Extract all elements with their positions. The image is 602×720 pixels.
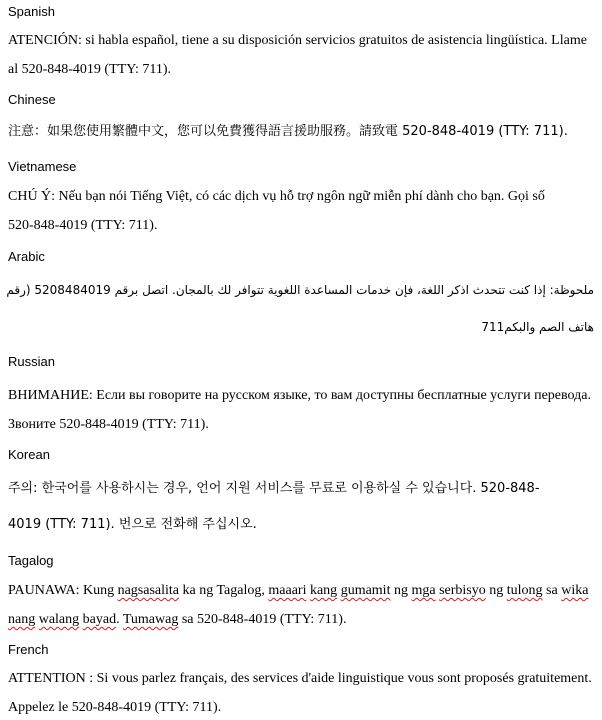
spanish-heading: Spanish xyxy=(8,4,55,19)
spellcheck-word: nagsasalita xyxy=(117,583,180,598)
arabic-notice-line-2: هاتف الصم والبكم711 xyxy=(481,320,594,334)
spellcheck-word: wika xyxy=(561,583,589,598)
spellcheck-word: gumamit xyxy=(340,583,391,598)
arabic-notice-line-1: ملحوظة: إذا كنت تتحدث اذكر اللغة، فإن خدمات المساعدة اللغوية تتوافر لك بالمجان. اتصل برقم 5208484019 (رقم xyxy=(6,283,594,297)
tagalog-text: ng xyxy=(390,583,412,598)
tagalog-text: sa 520-848-4019 (TTY: 711). xyxy=(178,612,347,627)
tagalog-text: ka ng Tagalog, xyxy=(179,583,269,598)
chinese-notice-line-1: 注意：如果您使用繁體中文，您可以免費獲得語言援助服務。請致電 520-848-4019 (TTY: 711). xyxy=(8,124,568,139)
russian-notice-line-2: Звоните 520-848-4019 (TTY: 711). xyxy=(8,417,209,432)
spellcheck-word: Tumawag xyxy=(122,612,179,627)
tagalog-text: ng xyxy=(485,583,507,598)
spellcheck-word: kang xyxy=(309,583,338,598)
spellcheck-word: serbisyo xyxy=(439,583,486,598)
chinese-heading: Chinese xyxy=(8,92,56,107)
tagalog-heading: Tagalog xyxy=(8,553,54,568)
tagalog-text: sa xyxy=(542,583,562,598)
spellcheck-word: maaari xyxy=(268,583,307,598)
spanish-notice-line-2: al 520-848-4019 (TTY: 711). xyxy=(8,62,172,77)
spellcheck-word: nang xyxy=(8,612,36,627)
tagalog-notice-line-1 xyxy=(8,582,588,600)
korean-notice-line-2: 4019 (TTY: 711). 번으로 전화해 주십시오. xyxy=(8,517,257,532)
korean-heading: Korean xyxy=(8,447,50,462)
spanish-notice-line-1: ATENCIÓN: si habla español, tiene a su disposición servicios gratuitos de asistencia lingüística. Llame xyxy=(8,33,587,48)
tagalog-notice-line-2 xyxy=(8,611,346,629)
vietnamese-notice-line-2: 520-848-4019 (TTY: 711). xyxy=(8,218,158,233)
spellcheck-word: bayad xyxy=(82,612,117,627)
korean-notice-line-1: 주의: 한국어를 사용하시는 경우, 언어 지원 서비스를 무료로 이용하실 수 있습니다. 520-848- xyxy=(8,481,540,496)
russian-heading: Russian xyxy=(8,354,55,369)
spellcheck-word: mga xyxy=(411,583,436,598)
spellcheck-word: tulong xyxy=(506,583,543,598)
russian-notice-line-1: ВНИМАНИЕ: Если вы говорите на русском языке, то вам доступны бесплатные услуги перевода. xyxy=(8,388,591,403)
spellcheck-word: walang xyxy=(38,612,80,627)
french-notice-line-2: Appelez le 520-848-4019 (TTY: 711). xyxy=(8,700,222,715)
vietnamese-notice-line-1: CHÚ Ý: Nếu bạn nói Tiếng Việt, có các dịch vụ hỗ trợ ngôn ngữ miễn phí dành cho bạn. Gọi số xyxy=(8,189,545,204)
tagalog-text: . xyxy=(116,612,123,627)
tagalog-text: PAUNAWA: Kung xyxy=(8,583,118,598)
arabic-heading: Arabic xyxy=(8,249,45,264)
vietnamese-heading: Vietnamese xyxy=(8,159,77,174)
french-heading: French xyxy=(8,642,49,657)
french-notice-line-1: ATTENTION : Si vous parlez français, des services d'aide linguistique vous sont proposés gratuitement. xyxy=(8,671,592,686)
